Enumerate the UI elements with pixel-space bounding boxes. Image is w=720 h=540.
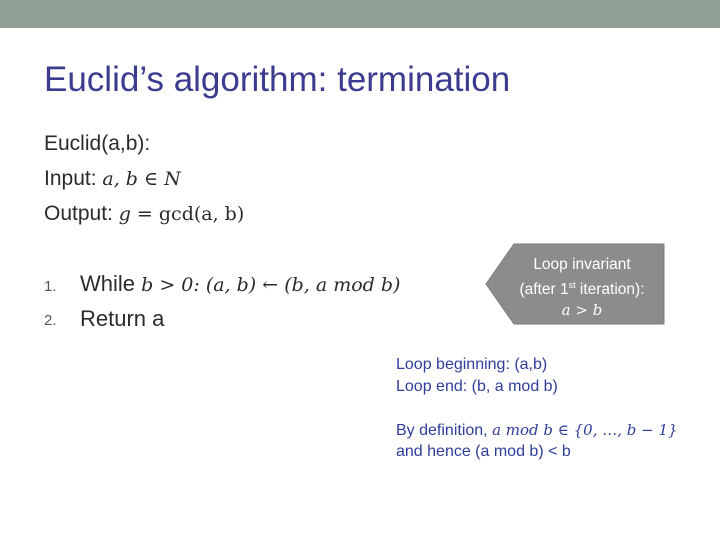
note-definition-math: a mod b ∈ {0, …, b − 1} xyxy=(492,421,678,439)
callout-line-3: a > b xyxy=(561,301,603,320)
output-label: Output: xyxy=(44,202,119,225)
step-1-math: b > 0: (a, b) ← (b, a mod b) xyxy=(141,274,401,296)
step-number-2: 2. xyxy=(44,312,57,329)
note-by-definition: By definition, a mod b ∈ {0, …, b − 1} xyxy=(396,421,678,439)
function-signature: Euclid(a,b): xyxy=(44,132,151,155)
step-1-keyword: While xyxy=(80,271,142,296)
loop-invariant-callout xyxy=(500,254,664,321)
note-loop-end: Loop end: (b, a mod b) xyxy=(396,378,558,395)
input-math: a, b ∈ N xyxy=(102,168,181,190)
note-hence: and hence (a mod b) < b xyxy=(396,443,571,460)
slide-title: Euclid’s algorithm: termination xyxy=(44,60,511,99)
step-2: Return a xyxy=(80,306,165,331)
callout-line-2: (after 1st iteration): xyxy=(519,280,645,299)
output-math-g: g xyxy=(118,203,131,225)
input-label: Input: xyxy=(44,167,103,190)
output-math-rest: = gcd(a, b) xyxy=(130,203,245,225)
step-number-1: 1. xyxy=(44,278,57,295)
callout-line-1: Loop invariant xyxy=(533,256,631,273)
note-loop-beginning: Loop beginning: (a,b) xyxy=(396,356,548,373)
